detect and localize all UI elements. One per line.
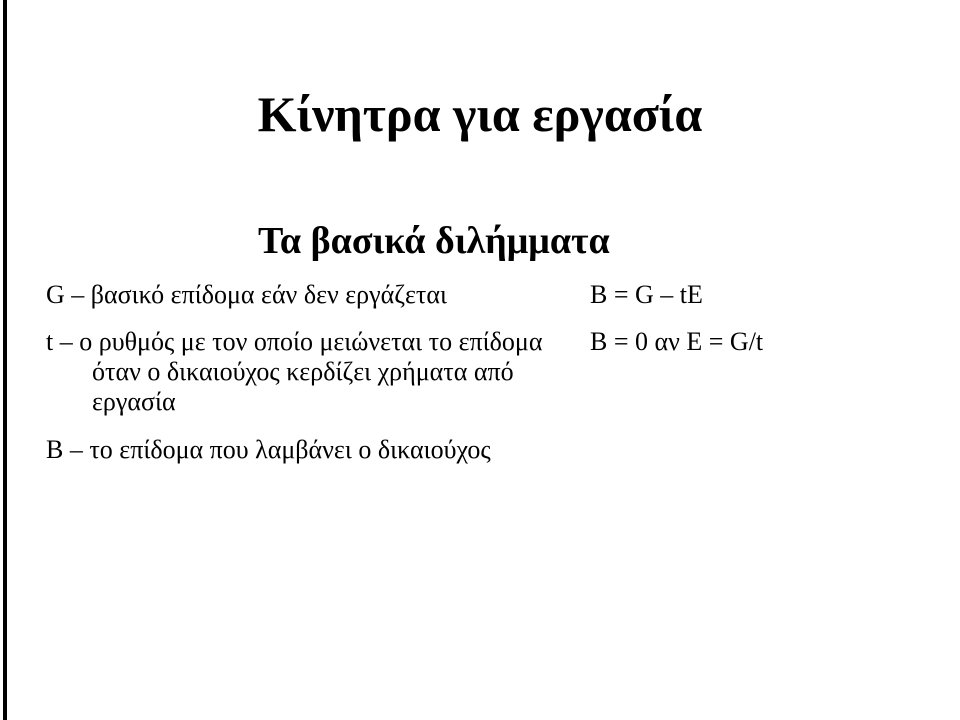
definition-t: t – ο ρυθμός με τον οποίο μειώνεται το επίδομα όταν ο δικαιούχος κερδίζει χρήματα από εργασία [46,327,543,416]
definition-b: B – το επίδομα που λαμβάνει ο δικαιούχος [46,435,491,464]
definition-g: G – βασικό επίδομα εάν δεν εργάζεται [46,280,447,309]
slide-title: Κίνητρα για εργασία [257,86,703,142]
formula-breakeven: B = 0 αν E = G/t [590,327,764,356]
slide-subtitle: Τα βασικά διλήμματα [258,220,610,262]
formulas-list [590,280,763,357]
formula-benefit: B = G – tE [590,280,703,309]
definitions-list [46,280,576,465]
